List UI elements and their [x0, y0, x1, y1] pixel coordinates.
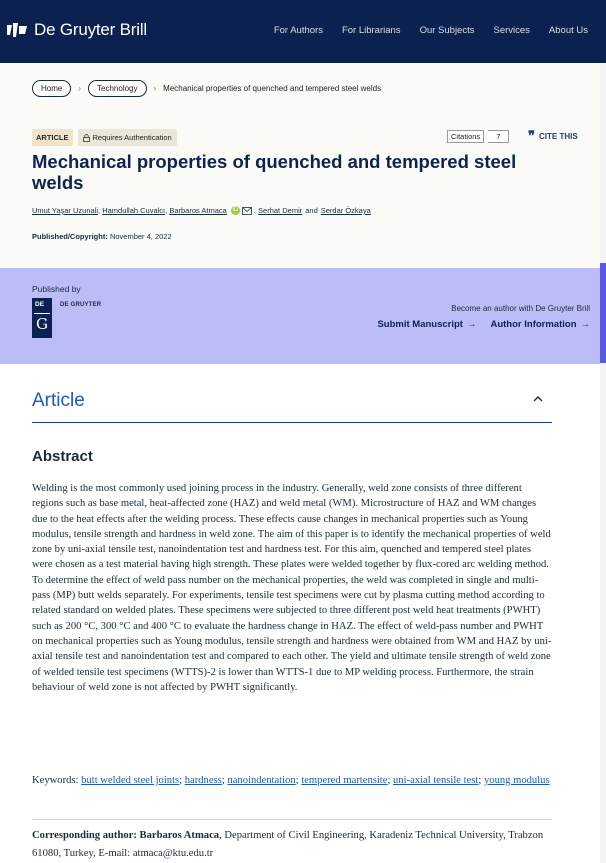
breadcrumb-home[interactable]: Home: [32, 80, 71, 97]
published-label: Published/Copyright:: [32, 232, 108, 241]
keyword-link[interactable]: hardness: [184, 775, 222, 786]
breadcrumb-current: Mechanical properties of quenched and tempered steel welds: [163, 84, 382, 93]
breadcrumb-technology[interactable]: Technology: [88, 80, 146, 97]
lock-icon: [83, 134, 90, 142]
arrow-right-icon: →: [580, 319, 590, 330]
author-link[interactable]: Serhat Demir: [258, 206, 303, 215]
arrow-right-icon: →: [466, 319, 477, 330]
access-label: Requires Authentication: [92, 133, 172, 142]
article-section-label: Article: [32, 390, 85, 411]
cite-this-label: CITE THIS: [539, 132, 578, 141]
article-tags: [32, 129, 177, 146]
published-by-label: Published by: [32, 284, 81, 294]
article-type-badge: ARTICLE: [32, 129, 73, 146]
nav-about-us[interactable]: About Us: [548, 25, 588, 36]
breadcrumb: [32, 80, 381, 97]
main-nav: [255, 25, 588, 36]
submit-manuscript-link[interactable]: Submit Manuscript →: [377, 319, 477, 330]
chevron-up-icon[interactable]: [532, 394, 544, 404]
publisher-logo[interactable]: [32, 298, 52, 338]
scrollbar-track[interactable]: [600, 63, 606, 863]
published-value: November 4, 2022: [109, 232, 172, 241]
brand-logo[interactable]: [6, 20, 147, 40]
citations-count: 7: [488, 130, 509, 143]
article-title: Mechanical properties of quenched and tempered steel welds: [32, 151, 517, 193]
nav-our-subjects[interactable]: Our Subjects: [419, 25, 475, 36]
brand-name: De Gruyter Brill: [34, 20, 147, 39]
nav-for-librarians[interactable]: For Librarians: [341, 25, 401, 36]
author-and: and: [305, 206, 318, 215]
corresponding-label: Corresponding author: Barbaros Atmaca: [32, 830, 220, 841]
abstract-text: Welding is the most commonly used joining process in the industry. Generally, weld zone consists of three different regions such as base metal, heat-affected zone (HAZ) and weld metal (WM). Microstructure of HAZ and WM changes due to the heat effects after the welding process. These effects cause changes in mechanical properties such as Young modulus, tensile strength and hardness in weld zone. The aim of this paper is to identify the mechanical properties of weld zone by uni-axial tensile test, nanoindentation test and hardness test. For this aim, quenched and tempered steel plates were chosen as a test material having high strength. These plates were welded together by flux-cored arc welding method. To determine the effect of weld pass number on the mechanical properties, the weld was completed in single and multi-pass (MP) butt welds separately. For experiments, tensile test specimens were cut by plasma cutting method according to related standard on welded plates. These specimens were subjected to three different post weld heat treatments (PWHT) such as 200 °C, 300 °C and 400 °C to evaluate the hardness change in HAZ. The effect of weld-pass number and PWHT on mechanical properties such as Young modulus, tensile strength and hardness were obtained from WM and HAZ by uni-axial tensile test and nanoindentation test and compared to each other. The yield and ultimate tensile strength of weld zone of welded tensile test specimens (WTTS)-2 is lower than WTTS-1 due to MP welding process. Furthermore, the strain behaviour of weld zone is not affected by PWHT significantly.: [32, 483, 552, 693]
keywords: Keywords: butt welded steel joints; hardness; nanoindentation; tempered martensite; uni-axial tensile test; young modulus: [32, 775, 550, 786]
author-link[interactable]: Serdar Özkaya: [320, 206, 371, 215]
author-link[interactable]: Hamdullah Cuvalcı: [102, 206, 166, 215]
mail-icon[interactable]: [242, 207, 252, 215]
publisher-logo-g: G: [36, 315, 48, 333]
publisher-links: [377, 319, 590, 330]
author-link[interactable]: Barbaros Atmaca: [169, 206, 227, 215]
nav-services[interactable]: Services: [493, 25, 530, 36]
keyword-link[interactable]: tempered martensite: [301, 775, 388, 786]
breadcrumb-chevron-icon: ›: [78, 84, 82, 93]
become-author-text: Become an author with De Gruyter Brill: [451, 304, 590, 313]
citations-label: Citations: [447, 130, 484, 143]
citations-badge[interactable]: [447, 130, 509, 143]
keyword-link[interactable]: butt welded steel joints: [81, 775, 180, 786]
abstract-heading: Abstract: [32, 448, 93, 465]
breadcrumb-chevron-icon: ›: [153, 84, 157, 93]
article-section-toggle[interactable]: [32, 390, 552, 423]
cite-this-button[interactable]: [528, 128, 578, 144]
keyword-link[interactable]: uni-axial tensile test: [393, 775, 479, 786]
author-list: Umut Yaşar Uzunali , Hamdullah Cuvalcı , Barbaros Atmaca iD , Serhat Demir and Serdar Özkaya: [32, 206, 371, 215]
nav-for-authors[interactable]: For Authors: [273, 25, 323, 36]
orcid-icon[interactable]: iD: [232, 207, 239, 213]
article-header: [0, 63, 600, 268]
publisher-band: [0, 268, 600, 364]
brand-mark-icon: [6, 21, 28, 39]
author-link[interactable]: Umut Yaşar Uzunali: [32, 206, 98, 215]
author-information-link[interactable]: Author Information →: [490, 319, 590, 330]
keywords-label: Keywords:: [32, 775, 79, 786]
top-navigation-bar: [0, 0, 606, 63]
quote-icon: ❞: [528, 128, 535, 144]
keyword-link[interactable]: nanoindentation: [227, 775, 296, 786]
scrollbar-thumb[interactable]: [600, 263, 606, 363]
access-badge: [78, 129, 177, 146]
published-date: [32, 232, 172, 241]
keyword-link[interactable]: young modulus: [483, 775, 550, 786]
publisher-name: DE GRUYTER: [60, 302, 102, 308]
corresponding-author: [32, 827, 556, 863]
corresponding-details: , Department of Civil Engineering, Karadeniz Technical University, Trabzon 61080, Turkey, E-mail: atmaca@ktu.edu.tr: [32, 830, 544, 859]
divider: [32, 819, 552, 820]
publisher-logo-de: DE: [35, 301, 45, 308]
